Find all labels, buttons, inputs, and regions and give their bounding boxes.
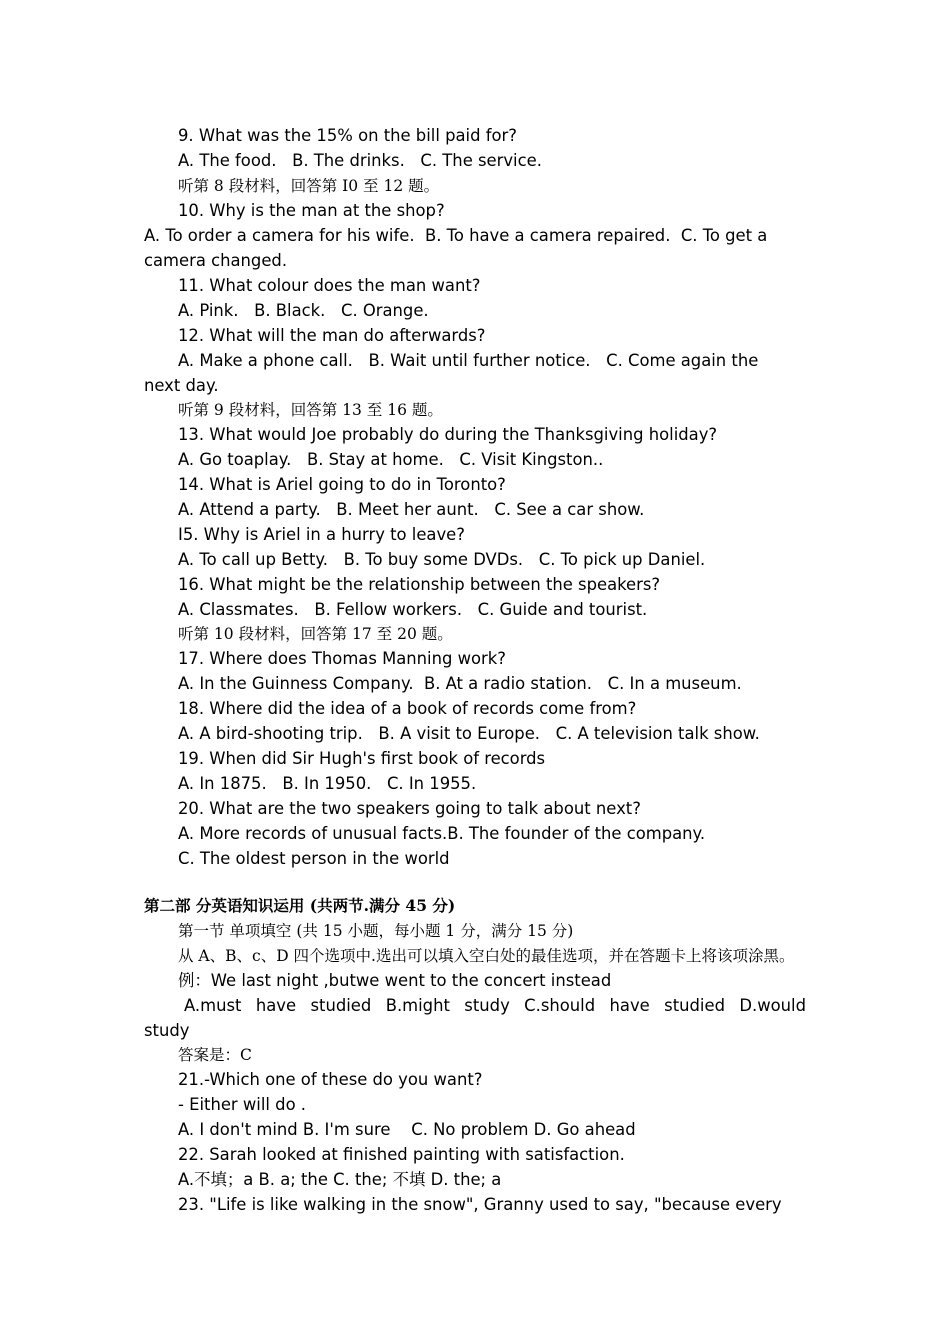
q10-question: 10. Why is the man at the shop? xyxy=(178,201,445,220)
q20-options-cont: C. The oldest person in the world xyxy=(178,849,450,868)
example-options: A.must have studied B.might study C.should have studied D.would xyxy=(184,996,806,1015)
example-question: 例：We last night ,butwe went to the concert instead xyxy=(178,971,612,990)
q13-question: 13. What would Joe probably do during the Thanksgiving holiday? xyxy=(178,425,718,444)
q22-options: A.不填；a B. a; the C. the; 不填 D. the; a xyxy=(178,1170,502,1189)
q10-options-cont: camera changed. xyxy=(144,251,288,270)
q16-question: 16. What might be the relationship between the speakers? xyxy=(178,575,661,594)
q19-options: A. In 1875. B. In 1950. C. In 1955. xyxy=(178,774,477,793)
q12-options-cont: next day. xyxy=(144,376,219,395)
q9-options: A. The food. B. The drinks. C. The service. xyxy=(178,151,542,170)
q10-options: A. To order a camera for his wife. B. To have a camera repaired. C. To get a xyxy=(144,226,768,245)
part-two-heading: 第二部 分英语知识运用 (共两节.满分 45 分) xyxy=(144,896,456,915)
q12-question: 12. What will the man do afterwards? xyxy=(178,326,486,345)
section-one-heading: 第一节 单项填空 (共 15 小题，每小题 1 分，满分 15 分) xyxy=(178,922,574,940)
q21-reply: - Either will do . xyxy=(178,1095,307,1114)
q15-question: I5. Why is Ariel in a hurry to leave? xyxy=(178,525,465,544)
q23-question: 23. "Life is like walking in the snow", Granny used to say, "because every xyxy=(178,1195,782,1214)
q15-options: A. To call up Betty. B. To buy some DVDs. C. To pick up Daniel. xyxy=(178,550,706,569)
q18-question: 18. Where did the idea of a book of records come from? xyxy=(178,699,637,718)
q12-options: A. Make a phone call. B. Wait until further notice. C. Come again the xyxy=(178,351,759,370)
q20-question: 20. What are the two speakers going to talk about next? xyxy=(178,799,641,818)
section-one-instruction: 从 A、B、c、D 四个选项中.选出可以填入空白处的最佳选项，并在答题卡上将该项涂黑。 xyxy=(178,947,795,965)
q11-options: A. Pink. B. Black. C. Orange. xyxy=(178,301,429,320)
q14-question: 14. What is Ariel going to do in Toronto? xyxy=(178,475,506,494)
example-answer: 答案是：C xyxy=(178,1046,252,1064)
q11-question: 11. What colour does the man want? xyxy=(178,276,481,295)
q20-options: A. More records of unusual facts.B. The founder of the company. xyxy=(178,824,706,843)
q21-options: A. I don't mind B. I'm sure C. No problem D. Go ahead xyxy=(178,1120,636,1139)
q9-question: 9. What was the 15% on the bill paid for? xyxy=(178,126,517,145)
q18-options: A. A bird-shooting trip. B. A visit to Europe. C. A television talk show. xyxy=(178,724,760,743)
q22-question: 22. Sarah looked at finished painting with satisfaction. xyxy=(178,1145,625,1164)
section-8-instruction: 听第 8 段材料，回答第 I0 至 12 题。 xyxy=(178,177,440,195)
section-10-instruction: 听第 10 段材料，回答第 17 至 20 题。 xyxy=(178,625,453,643)
section-9-instruction: 听第 9 段材料，回答第 13 至 16 题。 xyxy=(178,401,443,419)
example-options-cont: study xyxy=(144,1021,190,1040)
q13-options: A. Go toaplay. B. Stay at home. C. Visit Kingston.. xyxy=(178,450,604,469)
q14-options: A. Attend a party. B. Meet her aunt. C. See a car show. xyxy=(178,500,645,519)
q21-question: 21.-Which one of these do you want? xyxy=(178,1070,483,1089)
q16-options: A. Classmates. B. Fellow workers. C. Guide and tourist. xyxy=(178,600,648,619)
q17-question: 17. Where does Thomas Manning work? xyxy=(178,649,506,668)
q17-options: A. In the Guinness Company. B. At a radio station. C. In a museum. xyxy=(178,674,742,693)
q19-question: 19. When did Sir Hugh's first book of records xyxy=(178,749,546,768)
